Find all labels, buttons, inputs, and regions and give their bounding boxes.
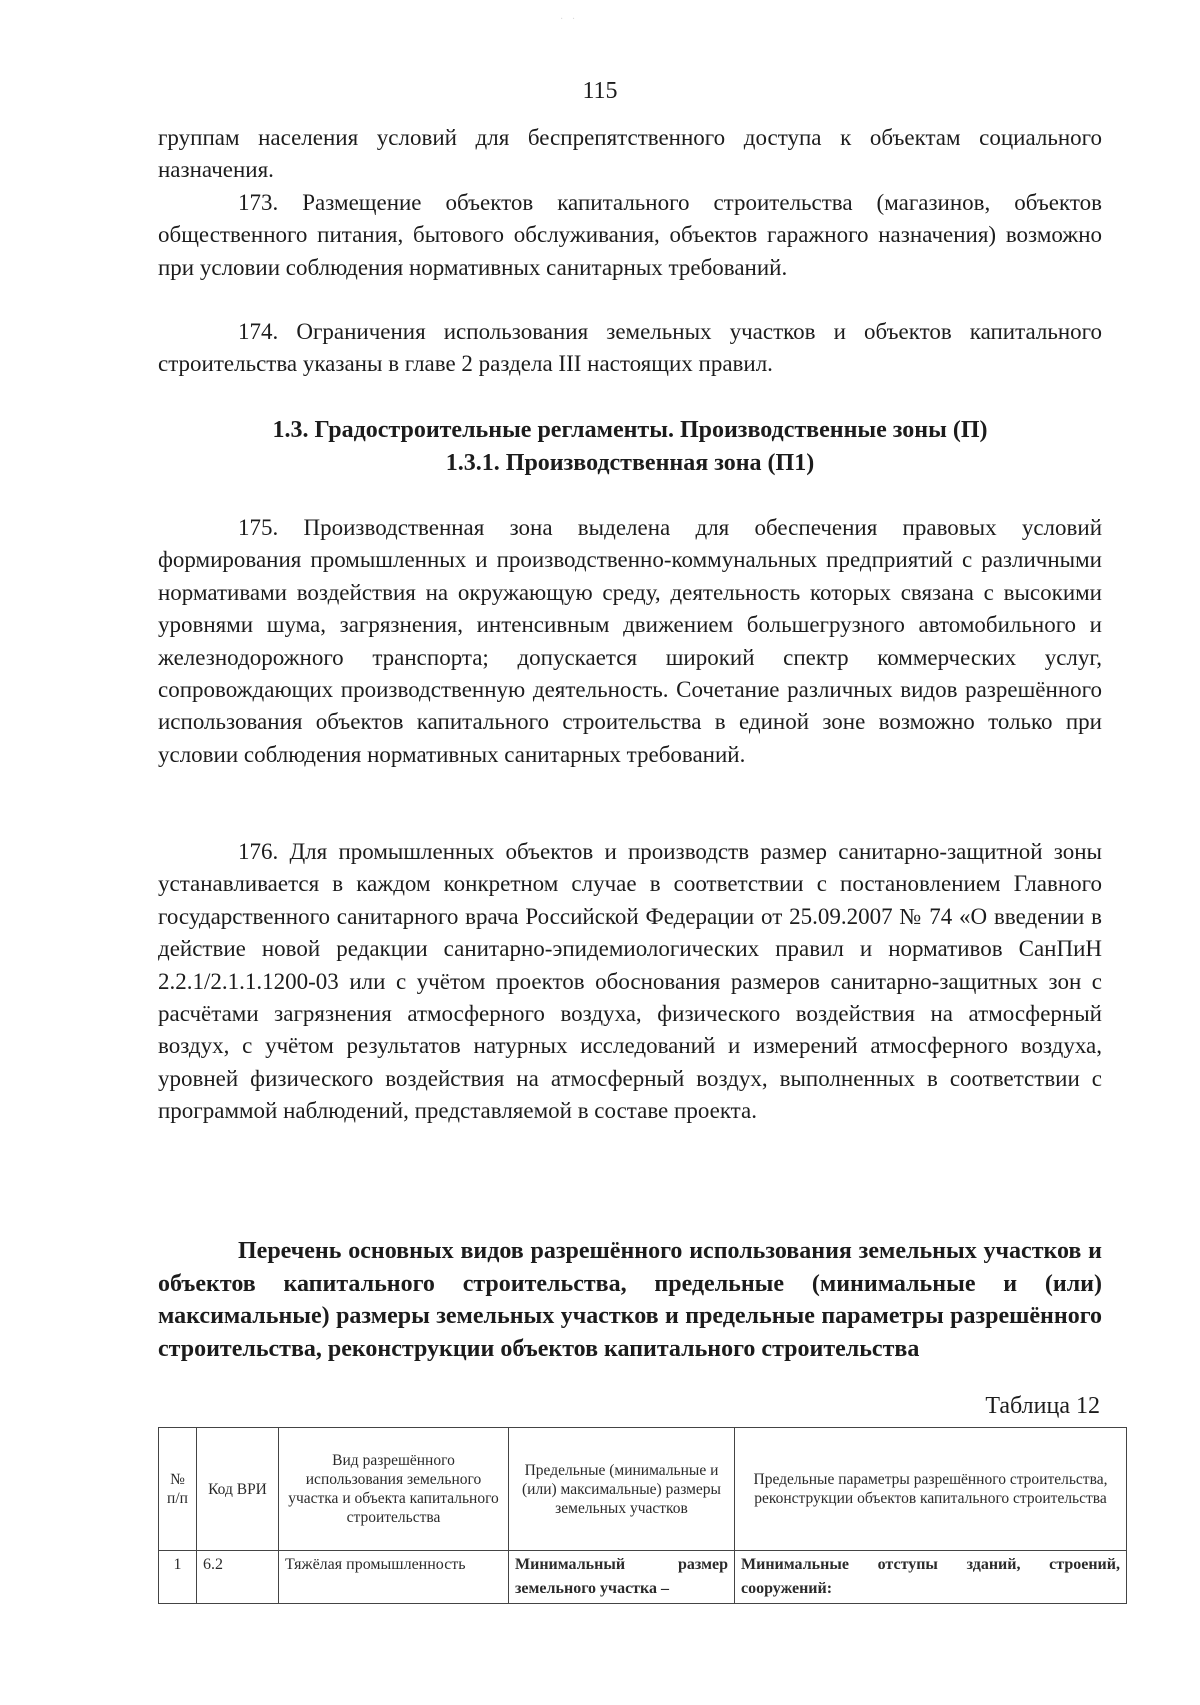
section-heading: 1.3. Градостроительные регламенты. Производственные зоны (П) [272, 417, 988, 443]
cell-code: 6.2 [197, 1551, 279, 1604]
paragraph-continuation: группам населения условий для беспрепятственного доступа к объектам социального назначения. [158, 125, 1102, 183]
header-kind: Вид разрешённого использования земельного участка и объекта капитального строительства [279, 1428, 509, 1551]
subsection-heading: 1.3.1. Производственная зона (П1) [445, 450, 815, 476]
cell-params: Минимальные отступы зданий, строений, сооружений: [735, 1551, 1127, 1604]
paragraph-173: 173. Размещение объектов капитального строительства (магазинов, объектов общественного питания, бытового обслуживания, объектов гаражного назначения) возможно при условии соблюдения нормативных санитарных требований. [158, 190, 1102, 280]
header-number: № п/п [159, 1428, 197, 1551]
scan-artifact: · · [560, 14, 579, 25]
table-label: Таблица 12 [985, 1393, 1100, 1419]
header-code: Код ВРИ [197, 1428, 279, 1551]
paragraph-175: 175. Производственная зона выделена для обеспечения правовых условий формирования промышленных и производственно-коммунальных предприятий с различными нормативами воздействия на окружающую среду, деятельность которых связана с высокими уровнями шума, загрязнения, интенсивным движением большегрузного автомобильного и железнодорожного транспорта; допускается широкий спектр коммерческих услуг, сопровождающих производственную деятельность. Сочетание различных видов разрешённого использования объектов капитального строительства в единой зоне возможно только при условии соблюдения нормативных санитарных требований. [158, 515, 1102, 767]
regulations-table [158, 1427, 1127, 1604]
header-params: Предельные параметры разрешённого строительства, реконструкции объектов капитального строительства [735, 1428, 1127, 1551]
cell-sizes: Минимальный размер земельного участка – [509, 1551, 735, 1604]
table-header-row [159, 1428, 1127, 1551]
cell-kind: Тяжёлая промышленность [279, 1551, 509, 1604]
list-title: Перечень основных видов разрешённого использования земельных участков и объектов капитального строительства, предельные (минимальные и (или) максимальные) размеры земельных участков и предельные параметры разрешённого строительства, реконструкции объектов капитального строительства [158, 1238, 1102, 1362]
table-row [159, 1551, 1127, 1604]
cell-number: 1 [159, 1551, 197, 1604]
paragraph-174: 174. Ограничения использования земельных участков и объектов капитального строительства указаны в главе 2 раздела III настоящих правил. [158, 319, 1102, 377]
header-sizes: Предельные (минимальные и (или) максимальные) размеры земельных участков [509, 1428, 735, 1551]
paragraph-176: 176. Для промышленных объектов и производств размер санитарно-защитной зоны устанавливается в каждом конкретном случае в соответствии с постановлением Главного государственного санитарного врача Российской Федерации от 25.09.2007 № 74 «О введении в действие новой редакции санитарно-эпидемиологических правил и нормативов СанПиН 2.2.1/2.1.1.1200-03 или с учётом проектов обоснования размеров санитарно-защитных зон с расчётами загрязнения атмосферного воздуха, физического воздействия на атмосферный воздух, с учётом результатов натурных исследований и измерений атмосферного воздуха, уровней физического воздействия на атмосферный воздух, выполненных в соответствии с программой наблюдений, представляемой в составе проекта. [158, 839, 1102, 1124]
page-number: 115 [582, 78, 618, 104]
